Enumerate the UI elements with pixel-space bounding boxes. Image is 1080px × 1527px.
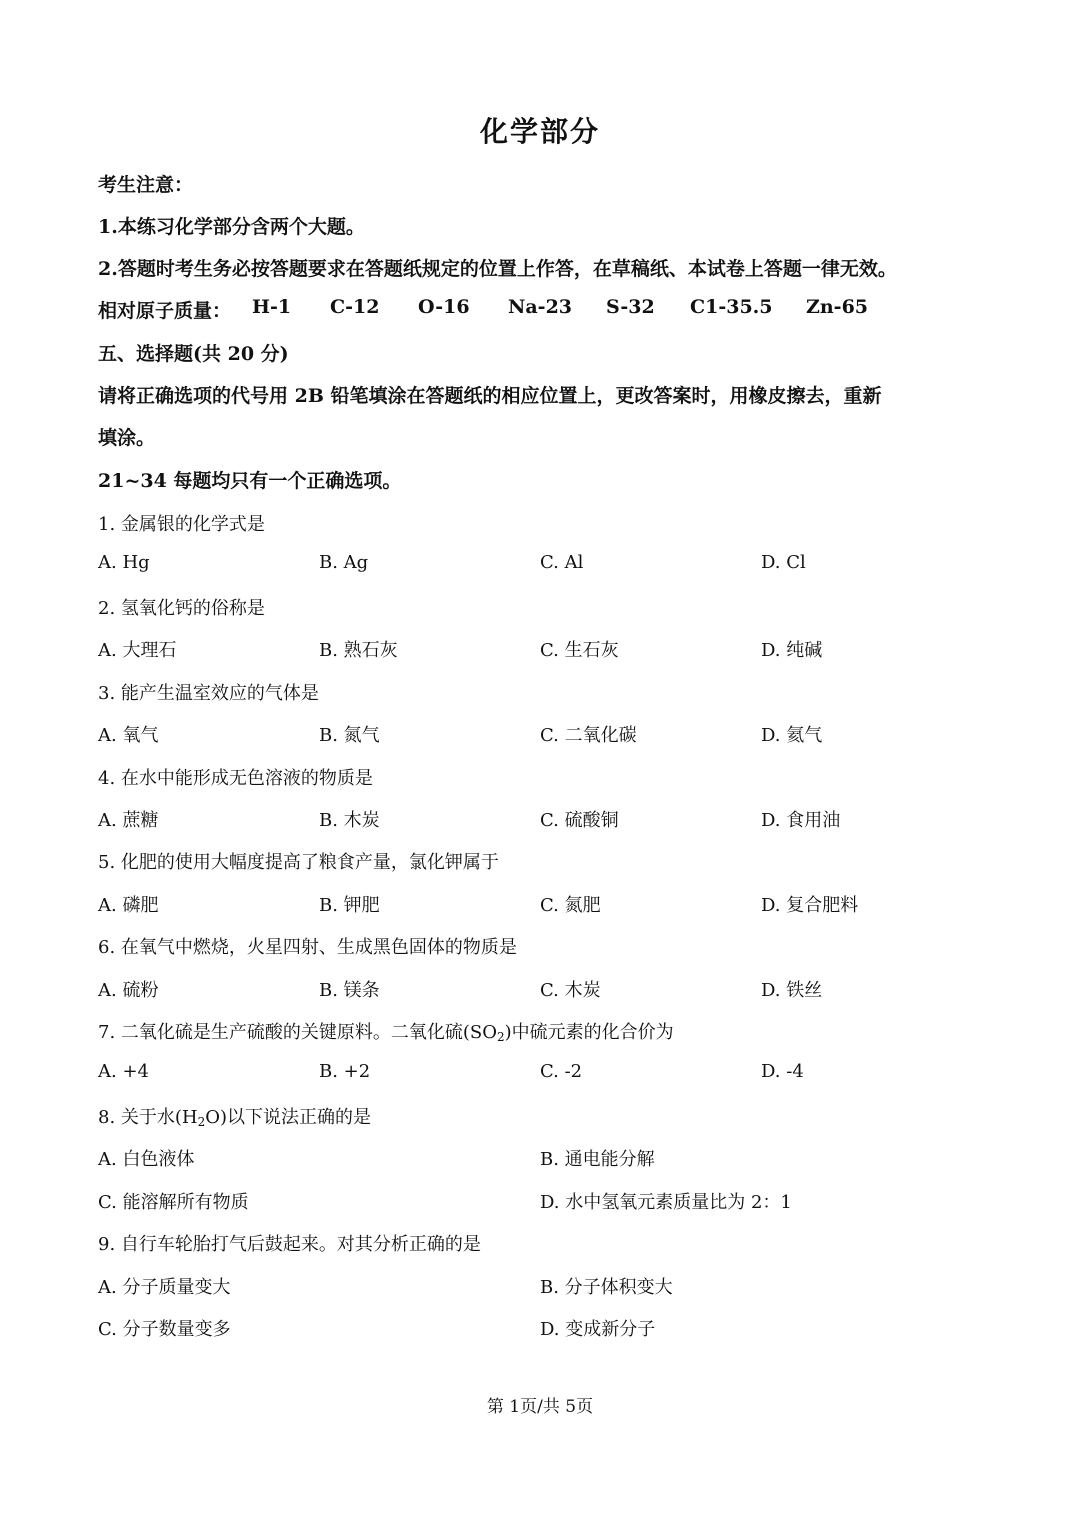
- notice-item-2: 2.答题时考生务必按答题要求在答题纸规定的位置上作答，在草稿纸、本试卷上答题一律无效。: [98, 258, 897, 280]
- option-b: B. 分子体积变大: [540, 1277, 673, 1298]
- option-a: A. 蔗糖: [98, 810, 159, 831]
- section-sub-heading: 21~34 每题均只有一个正确选项。: [98, 470, 402, 492]
- option-d: D. 氦气: [761, 725, 823, 746]
- option-c: C. 分子数量变多: [98, 1319, 231, 1340]
- section-heading: 五、选择题(共 20 分): [98, 343, 289, 365]
- page-footer: 第 1页/共 5页: [486, 1397, 594, 1417]
- option-d: D. 纯碱: [761, 640, 823, 661]
- option-b: B. 钾肥: [319, 895, 380, 916]
- atomic-mass-label: 相对原子质量：: [98, 300, 232, 322]
- option-a: A. 大理石: [98, 640, 177, 661]
- section-instruction-1: 请将正确选项的代号用 2B 铅笔填涂在答题纸的相应位置上，更改答案时，用橡皮擦去，重新: [98, 385, 882, 407]
- question-stem-part: )中硫元素的化合价为: [504, 1022, 674, 1043]
- atomic-mass-value: Na-23: [508, 296, 573, 318]
- option-d: D. 复合肥料: [761, 895, 859, 916]
- option-d: D. 变成新分子: [540, 1319, 656, 1340]
- atomic-mass-value: H-1: [252, 296, 292, 318]
- atomic-mass-row: [98, 296, 998, 322]
- option-b: B. 镁条: [319, 980, 380, 1001]
- option-d: D. 铁丝: [761, 980, 823, 1001]
- option-a: A. Hg: [98, 552, 150, 573]
- question-stem: 6. 在氧气中燃烧，火星四射、生成黑色固体的物质是: [98, 937, 517, 958]
- question-stem-part: 7. 二氧化硫是生产硫酸的关键原料。二氧化硫(SO: [98, 1022, 498, 1043]
- atomic-mass-value: O-16: [418, 296, 470, 318]
- question-stem: 1. 金属银的化学式是: [98, 514, 265, 535]
- option-d: D. 食用油: [761, 810, 841, 831]
- option-b: B. 木炭: [319, 810, 380, 831]
- option-b: B. +2: [319, 1061, 371, 1082]
- question-stem: 2. 氢氧化钙的俗称是: [98, 598, 265, 619]
- question-stem-part: O)以下说法正确的是: [205, 1107, 372, 1128]
- option-a: A. 白色液体: [98, 1149, 195, 1170]
- question-stem: 5. 化肥的使用大幅度提高了粮食产量，氯化钾属于: [98, 852, 499, 873]
- option-c: C. 硫酸铜: [540, 810, 619, 831]
- option-c: C. 氮肥: [540, 895, 601, 916]
- question-stem: [98, 1018, 674, 1044]
- notice-heading: 考生注意：: [98, 174, 194, 196]
- page-title: 化学部分: [479, 115, 600, 148]
- option-a: A. 分子质量变大: [98, 1277, 231, 1298]
- option-a: A. 硫粉: [98, 980, 159, 1001]
- atomic-mass-value: S-32: [606, 296, 655, 318]
- option-d: D. -4: [761, 1061, 804, 1082]
- atomic-mass-value: C-12: [330, 296, 380, 318]
- option-c: C. -2: [540, 1061, 583, 1082]
- subscript: 2: [197, 1115, 206, 1129]
- option-a: A. +4: [98, 1061, 149, 1082]
- question-stem: 3. 能产生温室效应的气体是: [98, 683, 319, 704]
- option-b: B. 氮气: [319, 725, 380, 746]
- option-c: C. 能溶解所有物质: [98, 1192, 249, 1213]
- option-a: A. 磷肥: [98, 895, 159, 916]
- option-c: C. Al: [540, 552, 584, 573]
- atomic-mass-value: C1-35.5: [690, 296, 773, 318]
- question-stem-part: 8. 关于水(H: [98, 1107, 198, 1128]
- question-stem: [98, 1103, 371, 1129]
- option-d: D. 水中氢氧元素质量比为 2：1: [540, 1192, 792, 1213]
- option-c: C. 生石灰: [540, 640, 619, 661]
- option-a: A. 氧气: [98, 725, 159, 746]
- option-c: C. 二氧化碳: [540, 725, 637, 746]
- question-stem: 9. 自行车轮胎打气后鼓起来。对其分析正确的是: [98, 1234, 481, 1255]
- section-instruction-2: 填涂。: [98, 427, 156, 449]
- atomic-mass-value: Zn-65: [806, 296, 869, 318]
- option-c: C. 木炭: [540, 980, 601, 1001]
- option-b: B. Ag: [319, 552, 369, 573]
- option-d: D. Cl: [761, 552, 806, 573]
- notice-item-1: 1.本练习化学部分含两个大题。: [98, 216, 365, 238]
- option-b: B. 通电能分解: [540, 1149, 655, 1170]
- option-b: B. 熟石灰: [319, 640, 398, 661]
- subscript: 2: [497, 1030, 505, 1044]
- question-stem: 4. 在水中能形成无色溶液的物质是: [98, 768, 373, 789]
